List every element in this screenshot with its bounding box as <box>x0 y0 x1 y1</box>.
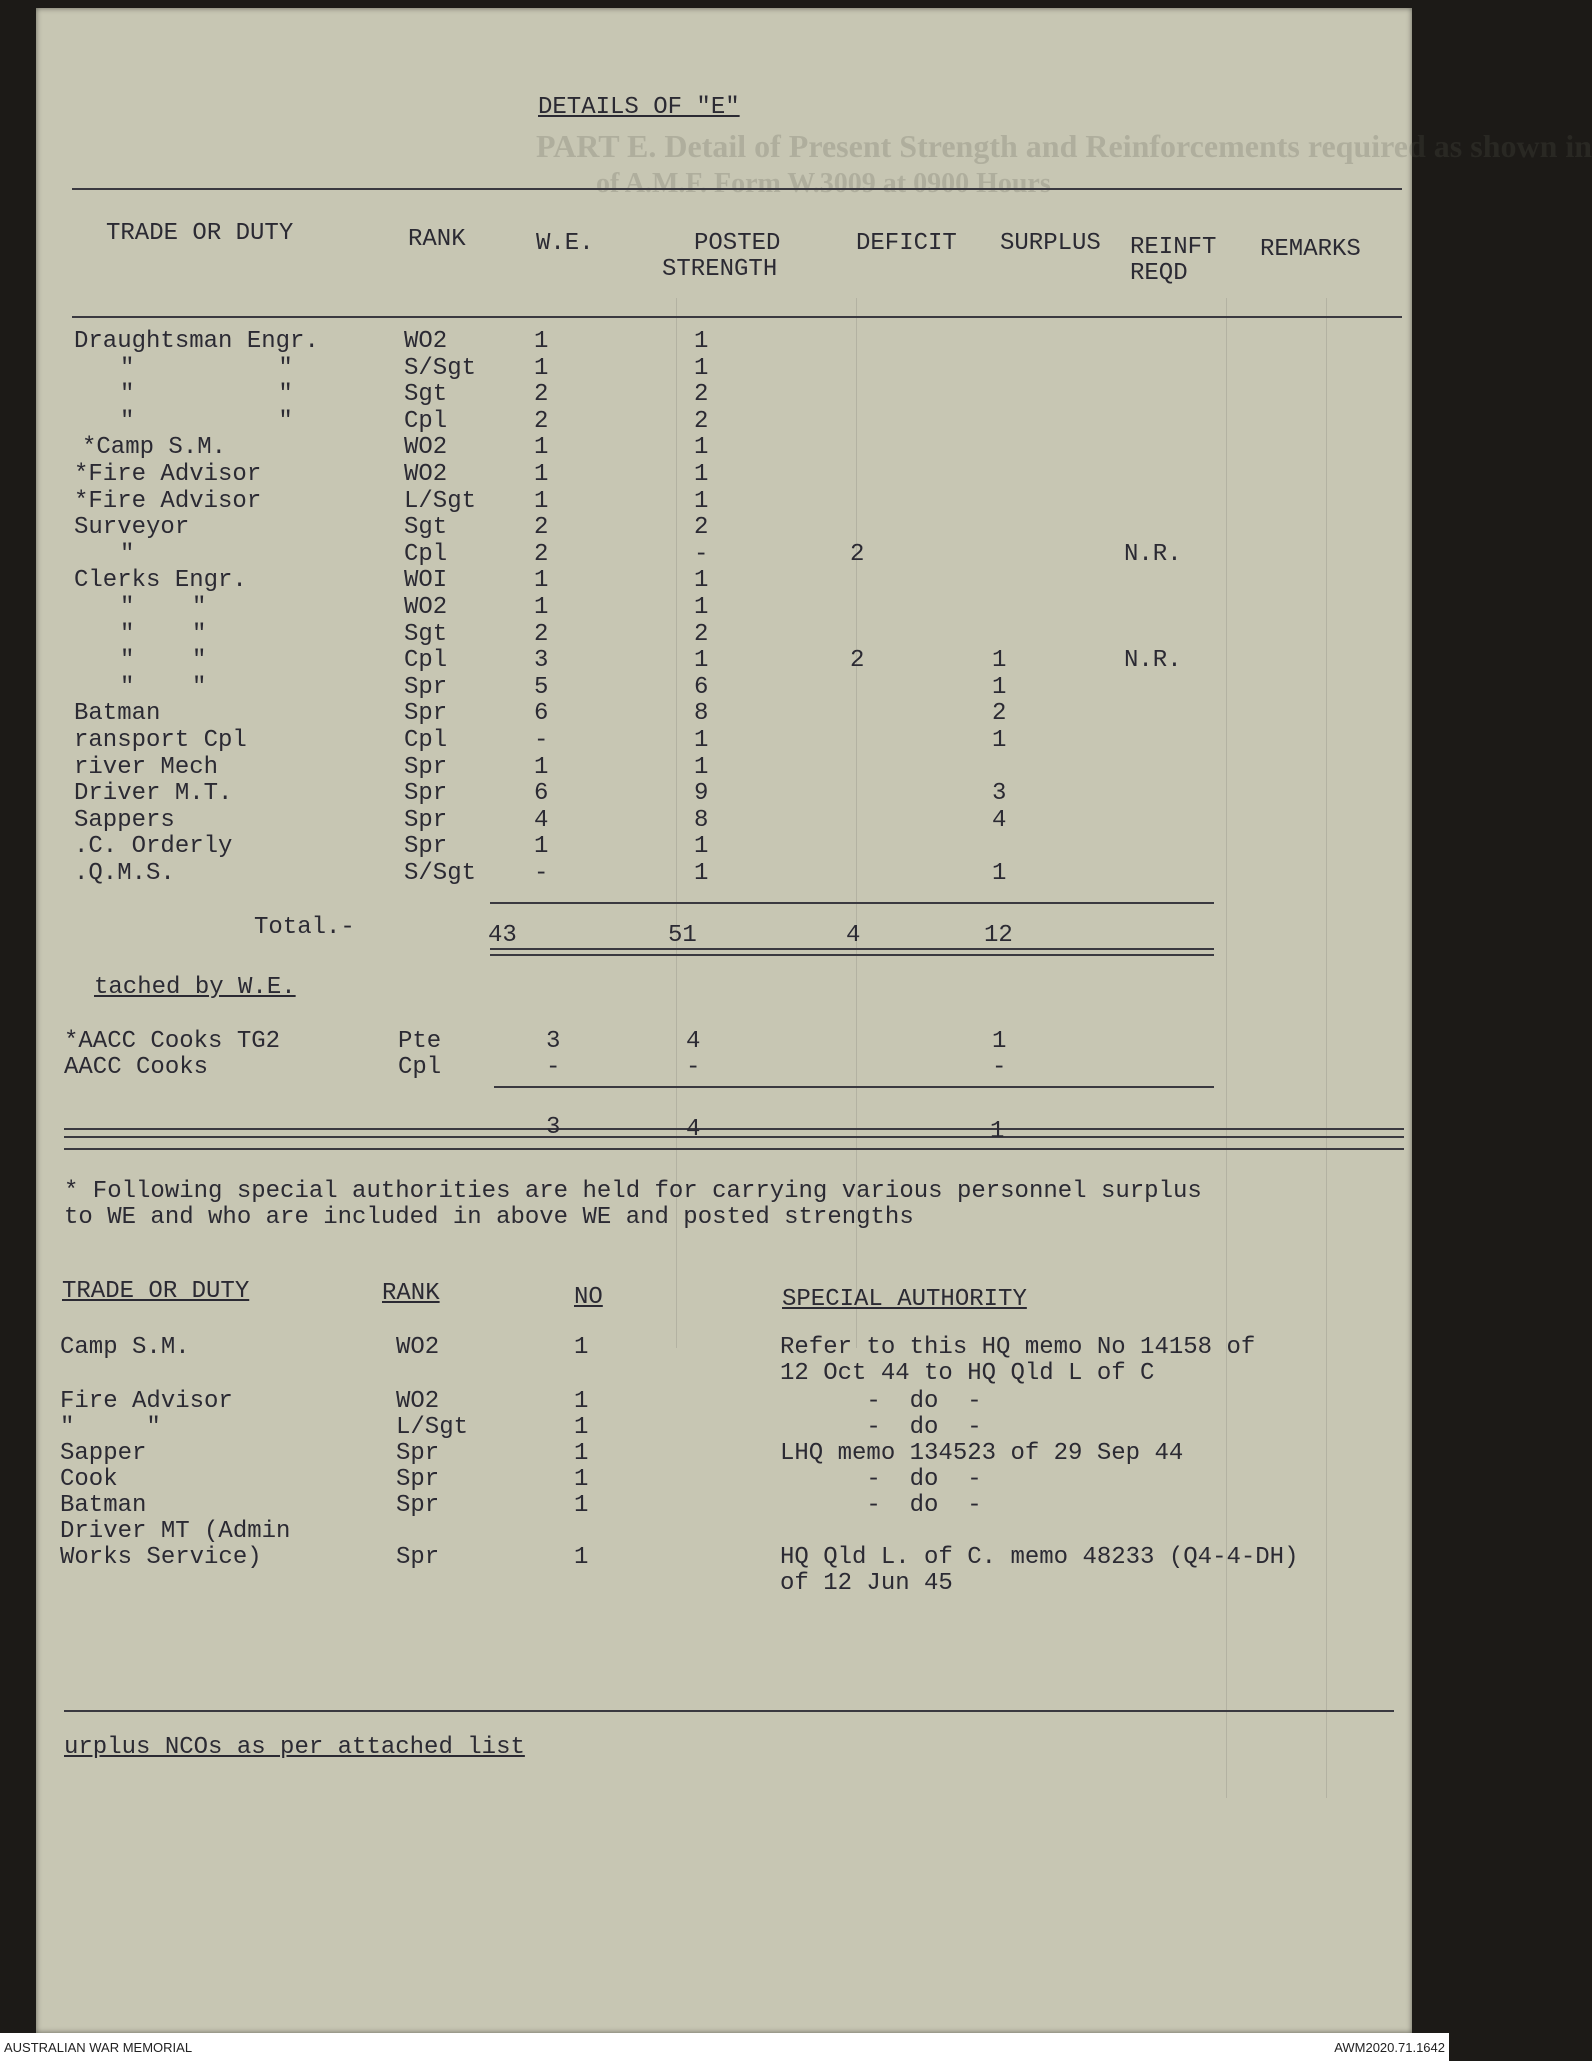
row-surplus: 1 <box>992 860 1007 887</box>
row-posted: 1 <box>694 833 709 860</box>
auth-row-no: 1 <box>574 1544 589 1571</box>
attached-row-posted: 4 <box>686 1028 701 1055</box>
header-remarks: REMARKS <box>1260 236 1361 263</box>
row-we: 1 <box>534 594 549 621</box>
row-posted: 1 <box>694 461 709 488</box>
row-surplus: 2 <box>992 700 1007 727</box>
row-we: 2 <box>534 408 549 435</box>
row-we: 1 <box>534 488 549 515</box>
auth-row-trade: Batman <box>60 1492 147 1519</box>
row-rank: Cpl <box>404 647 448 674</box>
row-we: 1 <box>534 328 549 355</box>
row-rank: WO2 <box>404 434 448 461</box>
row-rank: Spr <box>404 780 448 807</box>
row-trade: Draughtsman Engr. <box>74 328 319 355</box>
auth-row-authority: Refer to this HQ memo No 14158 of <box>780 1334 1256 1361</box>
row-trade: " <box>120 541 135 568</box>
auth-row-authority: - do - <box>780 1466 982 1493</box>
auth-row-no: 1 <box>574 1492 589 1519</box>
row-posted: 6 <box>694 674 709 701</box>
row-surplus: 1 <box>992 647 1007 674</box>
auth-row-rank: WO2 <box>396 1334 440 1361</box>
row-rank: Spr <box>404 833 448 860</box>
auth-row-authority: LHQ memo 134523 of 29 Sep 44 <box>780 1440 1184 1467</box>
attached-total-we: 3 <box>546 1114 561 1141</box>
row-deficit: 2 <box>850 541 865 568</box>
attached-row-trade: *AACC Cooks TG2 <box>64 1028 281 1055</box>
row-trade: " " <box>120 408 293 435</box>
auth-row-rank: Spr <box>396 1544 440 1571</box>
row-rank: Cpl <box>404 541 448 568</box>
row-posted: 1 <box>694 727 709 754</box>
attached-row-surplus: - <box>992 1054 1007 1081</box>
row-we: 3 <box>534 647 549 674</box>
row-rank: WO2 <box>404 594 448 621</box>
row-posted: 1 <box>694 754 709 781</box>
row-we: 1 <box>534 355 549 382</box>
total-posted: 51 <box>668 922 697 949</box>
row-posted: 8 <box>694 700 709 727</box>
row-posted: 8 <box>694 807 709 834</box>
attached-row-rank: Cpl <box>398 1054 442 1081</box>
attached-row-we: 3 <box>546 1028 561 1055</box>
auth-header-no: NO <box>574 1284 603 1311</box>
attached-total-surplus: 1 <box>990 1118 1005 1145</box>
row-rank: Sgt <box>404 621 448 648</box>
row-surplus: 1 <box>992 727 1007 754</box>
row-trade: *Fire Advisor <box>74 488 262 515</box>
header-surplus: SURPLUS <box>1000 230 1101 257</box>
header-posted: POSTED <box>694 230 781 257</box>
row-posted: 2 <box>694 621 709 648</box>
attached-row-rank: Pte <box>398 1028 442 1055</box>
row-trade: " " <box>120 594 207 621</box>
bleed-grid-line <box>1226 298 1227 1798</box>
auth-row-authority: - do - <box>780 1388 982 1415</box>
note-line-2: to WE and who are included in above WE and posted strengths <box>64 1204 914 1231</box>
row-trade: " " <box>120 355 293 382</box>
auth-row-no: 1 <box>574 1414 589 1441</box>
total-rule-1 <box>490 948 1214 950</box>
total-surplus: 12 <box>984 922 1013 949</box>
header-strength: STRENGTH <box>662 256 778 283</box>
total-label: Total.- <box>254 914 355 941</box>
row-we: 1 <box>534 434 549 461</box>
auth-row-authority: - do - <box>780 1414 982 1441</box>
auth-row-rank: L/Sgt <box>396 1414 469 1441</box>
row-rank: S/Sgt <box>404 355 477 382</box>
row-posted: 1 <box>694 647 709 674</box>
footer-accession: AWM2020.71.1642 <box>1334 2040 1445 2055</box>
row-reinft: N.R. <box>1124 647 1182 674</box>
attached-row-surplus: 1 <box>992 1028 1007 1055</box>
row-we: 2 <box>534 541 549 568</box>
row-posted: 2 <box>694 408 709 435</box>
row-we: - <box>534 860 549 887</box>
document-title: DETAILS OF "E" <box>538 94 740 121</box>
auth-header-authority: SPECIAL AUTHORITY <box>782 1286 1027 1313</box>
row-trade: Batman <box>74 700 161 727</box>
bottom-rule <box>64 1710 1394 1712</box>
row-rank: Spr <box>404 674 448 701</box>
auth-header-trade: TRADE OR DUTY <box>62 1278 250 1305</box>
row-trade: " " <box>120 621 207 648</box>
row-trade: " " <box>120 674 207 701</box>
auth-row-rank: Spr <box>396 1492 440 1519</box>
surplus-note: urplus NCOs as per attached list <box>64 1734 525 1761</box>
total-we: 43 <box>488 922 517 949</box>
row-posted: 1 <box>694 860 709 887</box>
auth-header-rank: RANK <box>382 1280 440 1307</box>
auth-row-authority: - do - <box>780 1492 982 1519</box>
row-we: 2 <box>534 621 549 648</box>
row-trade: Surveyor <box>74 514 190 541</box>
row-posted: 1 <box>694 488 709 515</box>
row-we: 6 <box>534 700 549 727</box>
row-we: 6 <box>534 780 549 807</box>
header-reqd: REQD <box>1130 260 1188 287</box>
header-trade: TRADE OR DUTY <box>106 220 294 247</box>
row-we: 1 <box>534 833 549 860</box>
footer-institution: AUSTRALIAN WAR MEMORIAL <box>4 2040 193 2055</box>
row-trade: .Q.M.S. <box>74 860 175 887</box>
row-rank: Spr <box>404 754 448 781</box>
header-bottom-rule <box>72 316 1402 318</box>
row-rank: Sgt <box>404 381 448 408</box>
row-rank: WOI <box>404 567 448 594</box>
row-trade: .C. Orderly <box>74 833 233 860</box>
header-reinft: REINFT <box>1130 234 1217 261</box>
row-trade: *Camp S.M. <box>82 434 227 461</box>
auth-row-authority: HQ Qld L. of C. memo 48233 (Q4-4-DH) <box>780 1544 1299 1571</box>
row-deficit: 2 <box>850 647 865 674</box>
row-rank: L/Sgt <box>404 488 477 515</box>
row-we: 1 <box>534 754 549 781</box>
attached-row-posted: - <box>686 1054 701 1081</box>
attached-heading: tached by W.E. <box>94 974 296 1001</box>
row-posted: 2 <box>694 514 709 541</box>
archive-footer <box>0 2033 1449 2061</box>
header-we: W.E. <box>536 230 594 257</box>
row-rank: WO2 <box>404 461 448 488</box>
auth-row-rank: Spr <box>396 1440 440 1467</box>
bleed-through-text: of A.M.F. Form W.3009 at 0900 Hours <box>596 168 1051 199</box>
auth-row-trade: Sapper <box>60 1440 147 1467</box>
header-rank: RANK <box>408 226 466 253</box>
row-posted: 1 <box>694 434 709 461</box>
row-rank: Cpl <box>404 727 448 754</box>
row-posted: 1 <box>694 594 709 621</box>
row-surplus: 4 <box>992 807 1007 834</box>
row-we: - <box>534 727 549 754</box>
row-rank: Cpl <box>404 408 448 435</box>
auth-row-trade: Cook <box>60 1466 118 1493</box>
auth-row-trade: Driver MT (Admin <box>60 1518 291 1545</box>
row-trade: Driver M.T. <box>74 780 233 807</box>
row-trade: " " <box>120 647 207 674</box>
auth-row-no: 1 <box>574 1440 589 1467</box>
row-trade: Clerks Engr. <box>74 567 247 594</box>
attached-rule-3 <box>64 1148 1404 1150</box>
row-rank: WO2 <box>404 328 448 355</box>
attached-rule-2 <box>64 1136 1404 1138</box>
subtotal-rule <box>490 902 1214 904</box>
row-posted: 1 <box>694 328 709 355</box>
row-surplus: 1 <box>992 674 1007 701</box>
row-trade: " " <box>120 381 293 408</box>
bleed-through-text: PART E. Detail of Present Strength and Reinforcements required as shown in <box>536 128 1592 164</box>
row-trade: *Fire Advisor <box>74 461 262 488</box>
auth-row-trade: Works Service) <box>60 1544 262 1571</box>
row-we: 2 <box>534 514 549 541</box>
auth-row-authority: 12 Oct 44 to HQ Qld L of C <box>780 1360 1155 1387</box>
auth-row-no: 1 <box>574 1334 589 1361</box>
row-posted: 1 <box>694 355 709 382</box>
row-trade: ransport Cpl <box>74 727 247 754</box>
row-trade: river Mech <box>74 754 219 781</box>
bleed-grid-line <box>1326 298 1327 1798</box>
row-surplus: 3 <box>992 780 1007 807</box>
auth-row-no: 1 <box>574 1466 589 1493</box>
note-line-1: * Following special authorities are held for carrying various personnel surplus <box>64 1178 1202 1205</box>
total-rule-2 <box>490 954 1214 956</box>
auth-row-authority: of 12 Jun 45 <box>780 1570 953 1597</box>
row-rank: Spr <box>404 807 448 834</box>
attached-row-trade: AACC Cooks <box>64 1054 209 1081</box>
header-deficit: DEFICIT <box>856 230 957 257</box>
auth-row-rank: Spr <box>396 1466 440 1493</box>
auth-row-trade: Fire Advisor <box>60 1388 233 1415</box>
attached-rule-1 <box>64 1128 1404 1130</box>
auth-row-trade: Camp S.M. <box>60 1334 190 1361</box>
row-we: 1 <box>534 461 549 488</box>
row-we: 4 <box>534 807 549 834</box>
auth-row-trade: " " <box>60 1414 161 1441</box>
row-we: 1 <box>534 567 549 594</box>
row-posted: - <box>694 541 709 568</box>
row-posted: 9 <box>694 780 709 807</box>
attached-total-posted: 4 <box>686 1116 701 1143</box>
row-rank: S/Sgt <box>404 860 477 887</box>
row-trade: Sappers <box>74 807 175 834</box>
attached-subtotal-rule <box>494 1086 1214 1088</box>
row-rank: Sgt <box>404 514 448 541</box>
header-top-rule <box>72 188 1402 190</box>
auth-row-rank: WO2 <box>396 1388 440 1415</box>
row-posted: 1 <box>694 567 709 594</box>
row-we: 5 <box>534 674 549 701</box>
row-posted: 2 <box>694 381 709 408</box>
total-deficit: 4 <box>846 922 861 949</box>
row-we: 2 <box>534 381 549 408</box>
document-page <box>36 8 1592 2033</box>
attached-row-we: - <box>546 1054 561 1081</box>
row-rank: Spr <box>404 700 448 727</box>
auth-row-no: 1 <box>574 1388 589 1415</box>
row-reinft: N.R. <box>1124 541 1182 568</box>
